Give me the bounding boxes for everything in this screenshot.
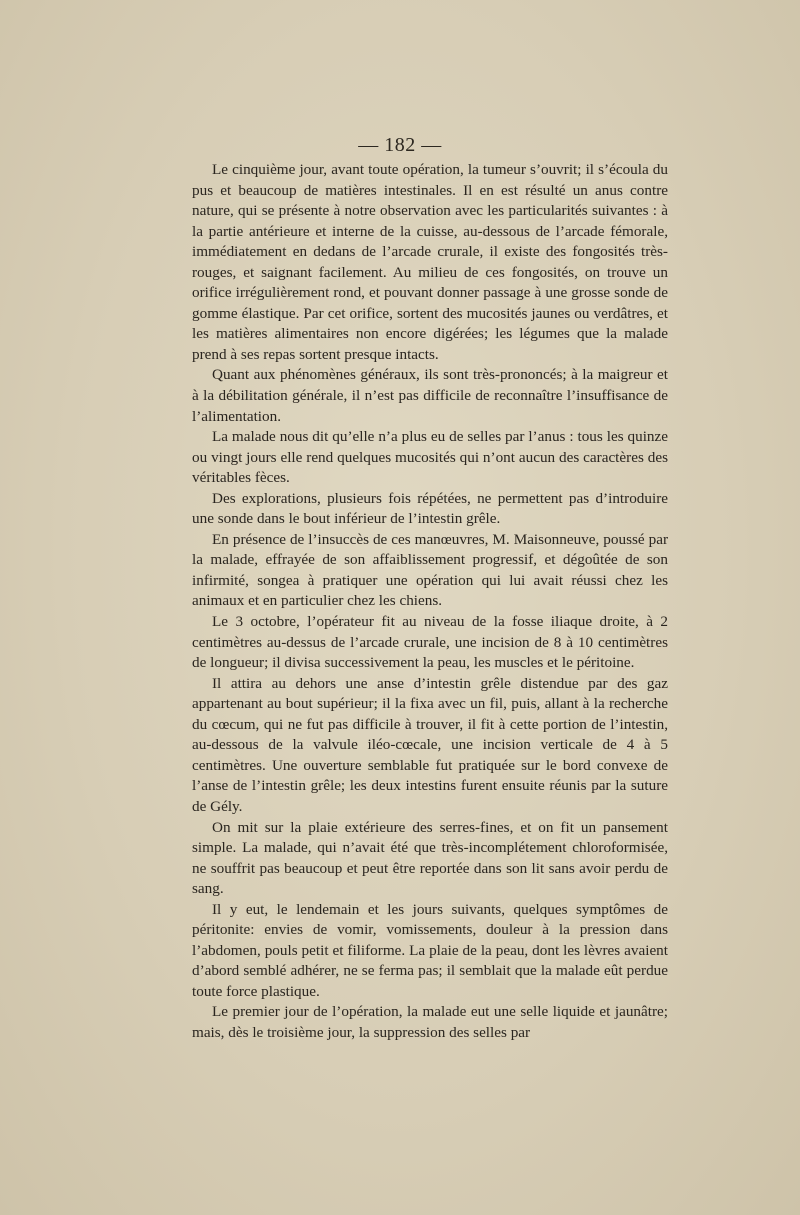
paragraph: Quant aux phénomènes généraux, ils sont très-prononcés; à la maigreur et à la débilitation générale, il n’est pas difficile de reconnaître l’insuffisance de l’alimentation. — [192, 366, 668, 425]
paragraph: On mit sur la plaie extérieure des serres-fines, et on fit un pansement simple. La malade, qui n’avait été que très-incomplétement chloroformisée, ne souffrit pas beaucoup et peut être reportée dans son lit sans avoir perdu de sang. — [192, 818, 668, 898]
paragraph: Le premier jour de l’opération, la malade eut une selle liquide et jaunâtre; mais, dès le troisième jour, la suppression des selles par — [192, 1003, 668, 1041]
paragraph: Le 3 octobre, l’opérateur fit au niveau de la fosse iliaque droite, à 2 centimètres au-dessus de l’arcade crurale, une incision de 8 à 10 centimètres de longueur; il divisa successivement la peau, les muscles et le péritoine. — [192, 613, 668, 672]
body-text — [192, 160, 668, 1044]
paragraph: Des explorations, plusieurs fois répétées, ne permettent pas d’introduire une sonde dans le bout inférieur de l’intestin grêle. — [192, 489, 668, 528]
paragraph: Il y eut, le lendemain et les jours suivants, quelques symptômes de péritonite: envies de vomir, vomissements, douleur à la pression dans l’abdomen, pouls petit et filiforme. La plaie de la peau, dont les lèvres avaient d’abord semblé adhérer, ne se ferma pas; il semblait que la malade eût perdue toute force plastique. — [192, 900, 668, 1000]
paragraph: En présence de l’insuccès de ces manœuvres, M. Maisonneuve, poussé par la malade, effrayée de son affaiblissement progressif, et dégoûtée de son infirmité, songea à pratiquer une opération qui lui avait réussi chez les animaux et en particulier chez les chiens. — [192, 530, 668, 610]
page-number: — 182 — — [358, 134, 442, 156]
paragraph: Le cinquième jour, avant toute opération, la tumeur s’ouvrit; il s’écoula du pus et beaucoup de matières intestinales. Il en est résulté un anus contre nature, qui se présente à notre observation avec les particularités suivantes : à la partie antérieure et interne de la cuisse, au-dessous de l’arcade fémorale, immédiatement en dedans de l’arcade crurale, il existe des fongosités très-rouges, et saignant facilement. Au milieu de ces fongosités, on trouve un orifice irrégulièrement rond, et pouvant donner passage à une grosse sonde de gomme élastique. Par cet orifice, sortent des mucosités jaunes ou verdâtres, et les matières alimentaires non encore digérées; les légumes que la malade prend à ses repas sortent presque intacts. — [192, 161, 668, 363]
paragraph: Il attira au dehors une anse d’intestin grêle distendue par des gaz appartenant au bout supérieur; il la fixa avec un fil, puis, allant à la recherche du cœcum, qui ne fut pas difficile à trouver, il fit à cette portion de l’intestin, au-dessous de la valvule iléo-cœcale, une incision verticale de 4 à 5 centimètres. Une ouverture semblable fut pratiquée sur le bord convexe de l’anse de l’intestin grêle; les deux intestins furent ensuite réunis par la suture de Gély. — [192, 674, 668, 815]
paragraph: La malade nous dit qu’elle n’a plus eu de selles par l’anus : tous les quinze ou vingt jours elle rend quelques mucosités qui n’ont aucun des caractères des véritables fèces. — [192, 428, 668, 487]
